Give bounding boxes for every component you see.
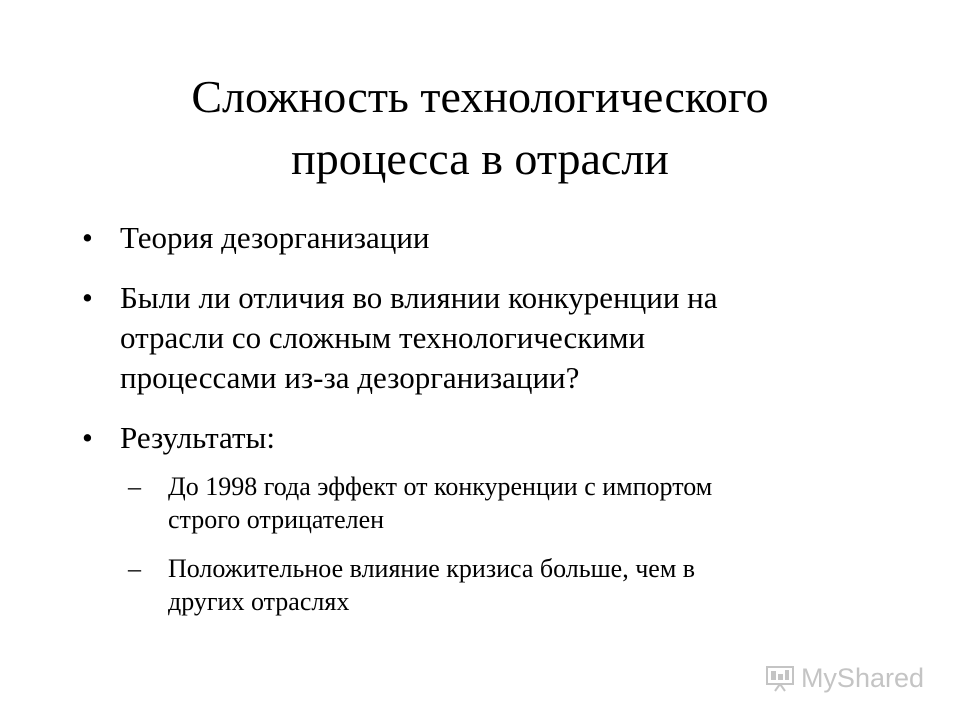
bullet-line: Были ли отличия во влиянии конкуренции на (120, 280, 718, 315)
slide-title-line-1: Сложность технологического (191, 71, 769, 122)
subbullet-list (120, 470, 882, 618)
subbullet-text (168, 552, 882, 618)
bullet-line: Результаты: (120, 420, 275, 455)
subbullet-line: других отраслях (168, 587, 350, 616)
presentation-screen-icon (765, 665, 795, 693)
bullet-item-1 (82, 218, 882, 258)
bullet-line: процессами из-за дезорганизации? (120, 360, 580, 395)
bullet-line: отрасли со сложным технологическими (120, 320, 646, 355)
bullet-list (82, 218, 882, 638)
slide-title (0, 66, 960, 190)
subbullet-item-1 (128, 470, 882, 536)
bullet-line: Теория дезорганизации (120, 220, 430, 255)
slide-title-line-2: процесса в отрасли (291, 133, 669, 184)
bullet-item-2 (82, 278, 882, 398)
subbullet-marker: – (128, 472, 141, 501)
bullet-marker: • (82, 420, 93, 455)
bullet-text (120, 278, 882, 398)
bullet-text (120, 218, 882, 258)
watermark-text: MyShared (800, 663, 924, 693)
bullet-text (120, 418, 882, 458)
subbullet-marker: – (128, 554, 141, 583)
bullet-item-3 (82, 418, 882, 618)
subbullet-line: До 1998 года эффект от конкуренции с импортом (168, 472, 713, 501)
subbullet-item-2 (128, 552, 882, 618)
bullet-marker: • (82, 220, 93, 255)
subbullet-text (168, 470, 882, 536)
watermark (765, 663, 924, 694)
bullet-marker: • (82, 280, 93, 315)
subbullet-line: Положительное влияние кризиса больше, чем в (168, 554, 696, 583)
subbullet-line: строго отрицателен (168, 505, 385, 534)
